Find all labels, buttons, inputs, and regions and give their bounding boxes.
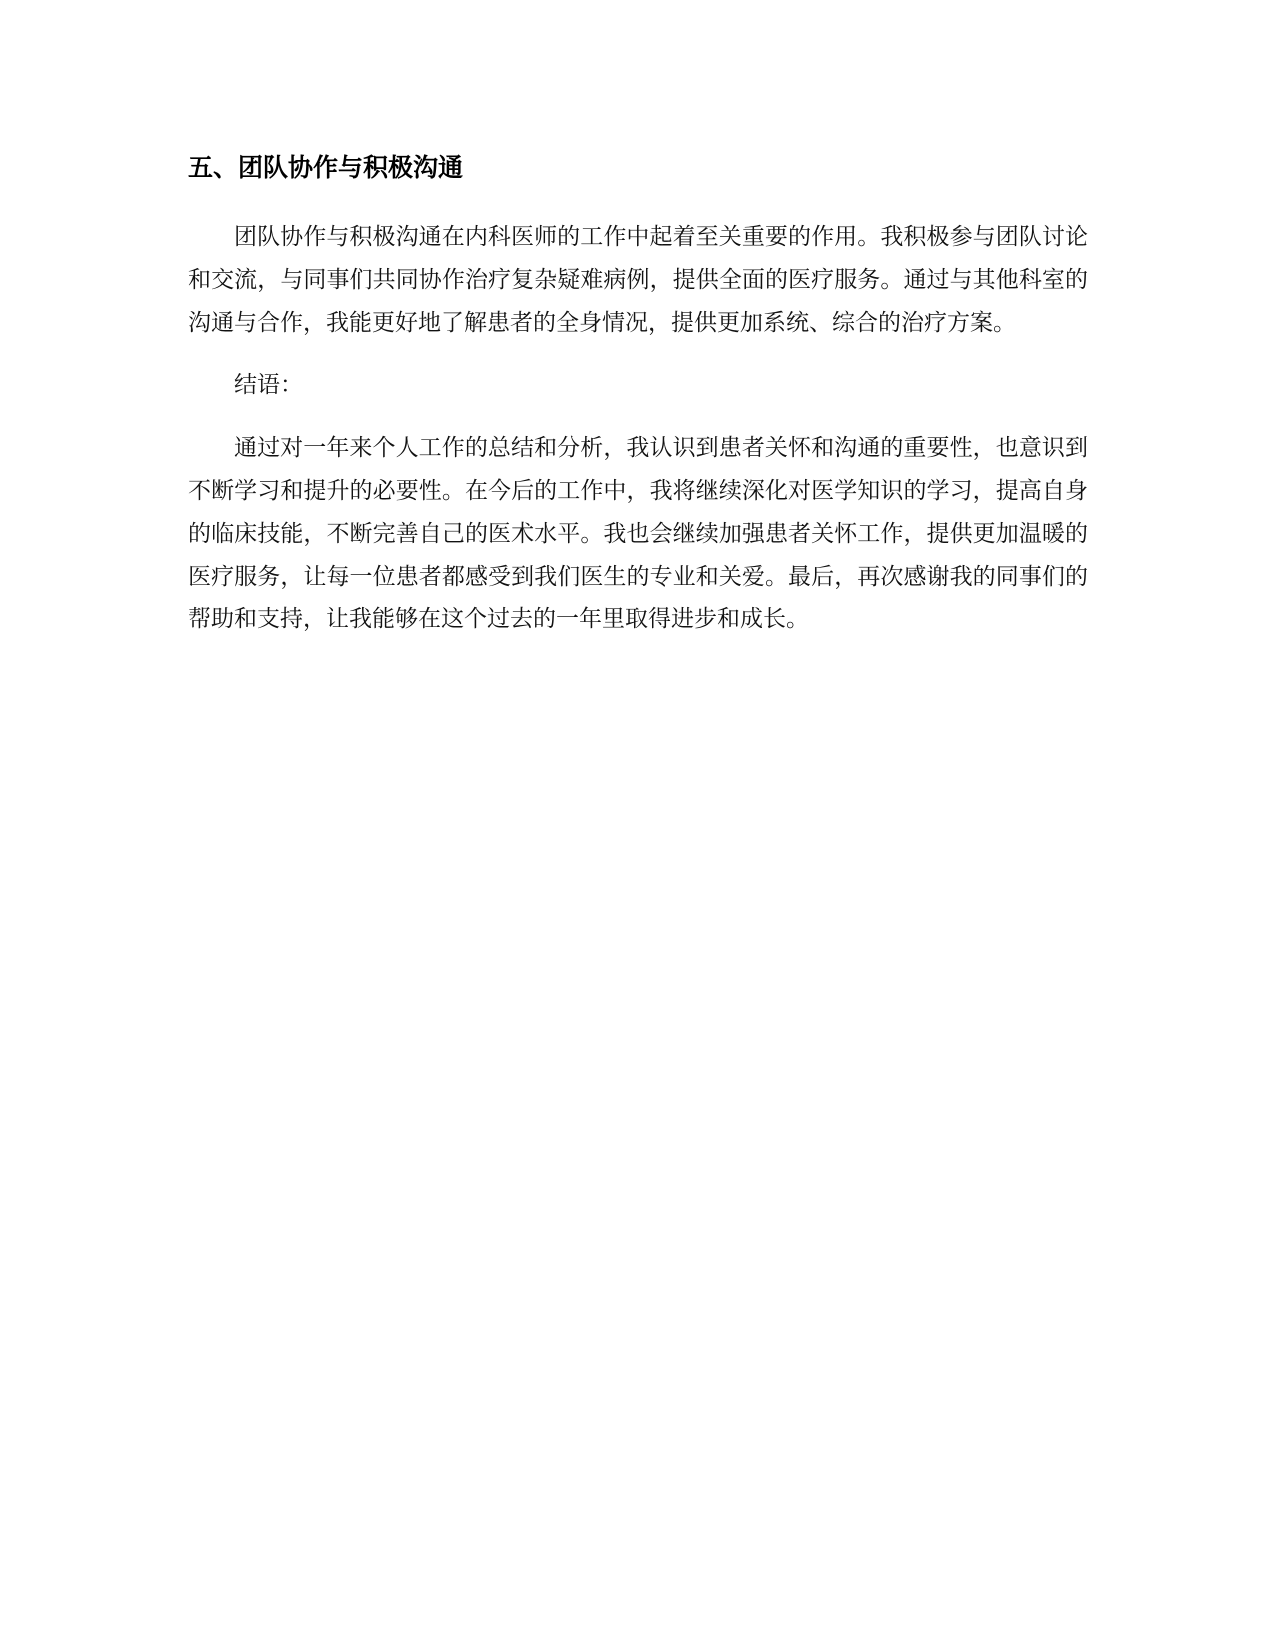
closing-label: 结语： — [234, 372, 303, 399]
section-paragraph: 团队协作与积极沟通在内科医师的工作中起着至关重要的作用。我积极参与团队讨论和交流，与同事们共同协作治疗复杂疑难病例，提供全面的医疗服务。通过与其他科室的沟通与合作，我能更好地了解患者的全身情况，提供更加系统、综合的治疗方案。 — [188, 224, 1088, 336]
document-body — [188, 146, 1088, 641]
closing-paragraph: 通过对一年来个人工作的总结和分析，我认识到患者关怀和沟通的重要性，也意识到不断学习和提升的必要性。在今后的工作中，我将继续深化对医学知识的学习，提高自身的临床技能，不断完善自己的医术水平。我也会继续加强患者关怀工作，提供更加温暖的医疗服务，让每一位患者都感受到我们医生的专业和关爱。最后，再次感谢我的同事们的帮助和支持，让我能够在这个过去的一年里取得进步和成长。 — [188, 435, 1088, 633]
section-heading: 五、团队协作与积极沟通 — [188, 153, 464, 182]
